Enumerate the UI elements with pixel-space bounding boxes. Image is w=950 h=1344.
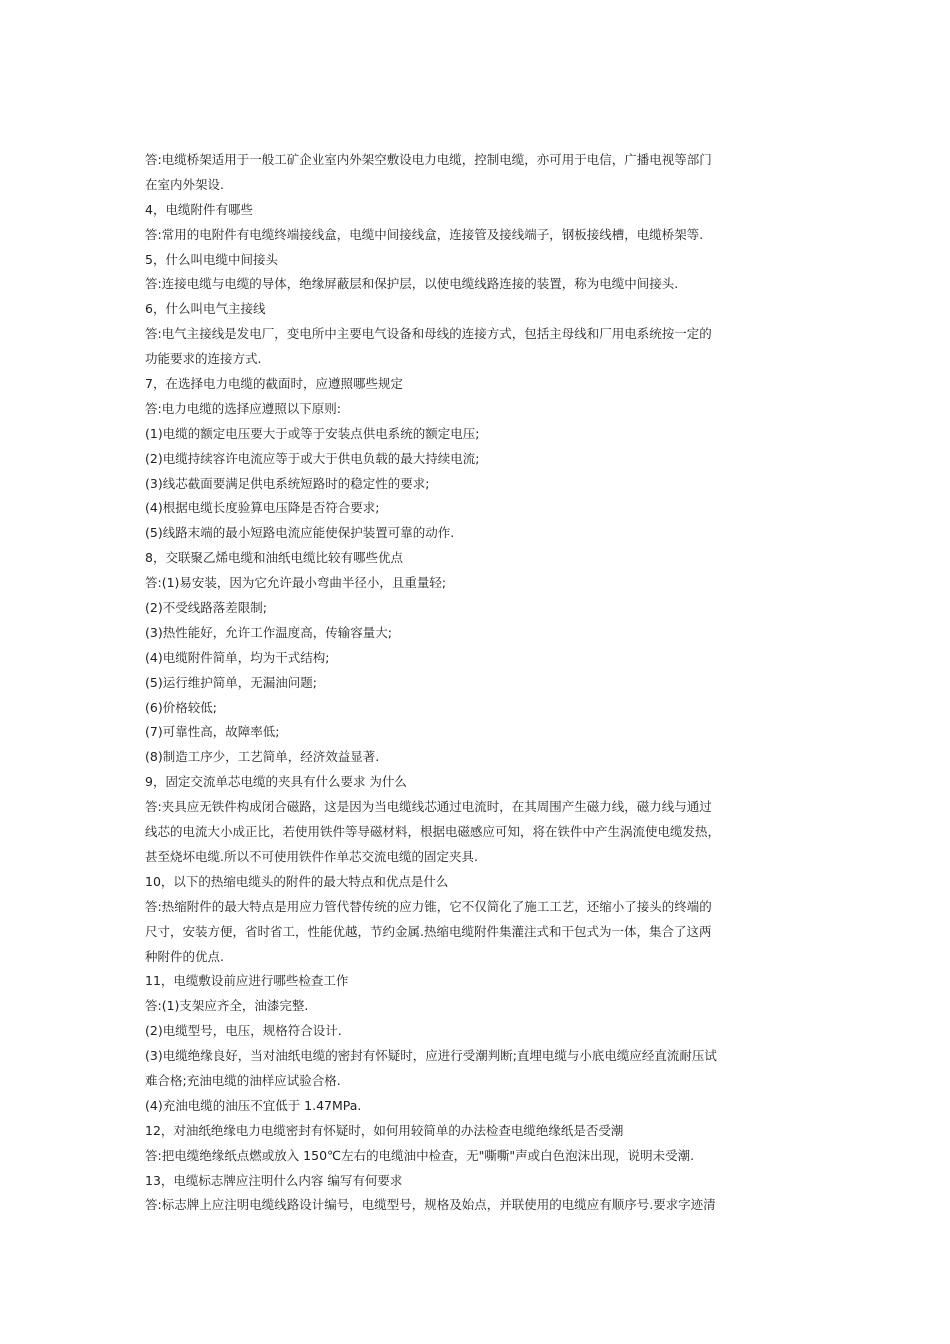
text-line: 线芯的电流大小成正比，若使用铁件等导磁材料，根据电磁感应可知，将在铁件中产生涡流使电缆发热， — [145, 824, 721, 840]
document-body — [145, 148, 805, 1218]
text-line: 答:夹具应无铁件构成闭合磁路，这是因为当电缆线芯通过电流时，在其周围产生磁力线，磁力线与通过 — [145, 799, 712, 815]
list-item: (4)充油电缆的油压不宜低于 1.47MPa. — [145, 1097, 362, 1113]
question-heading: 11，电缆敷设前应进行哪些检查工作 — [145, 973, 349, 989]
text-line: 尺寸，安装方便，省时省工，性能优越，节约金属.热缩电缆附件集灌注式和干包式为一体，集合了这两 — [145, 923, 712, 939]
text-line: 答:标志牌上应注明电缆线路设计编号，电缆型号，规格及始点，并联使用的电缆应有顺序号.要求字迹清 — [145, 1197, 716, 1213]
list-item: (4)根据电缆长度验算电压降是否符合要求; — [145, 500, 380, 516]
list-item: (4)电缆附件简单，均为干式结构; — [145, 649, 330, 665]
list-item: 答:(1)易安装，因为它允许最小弯曲半径小，且重量轻; — [145, 575, 447, 591]
question-heading: 6，什么叫电气主接线 — [145, 301, 266, 317]
question-heading: 9，固定交流单芯电缆的夹具有什么要求 为什么 — [145, 774, 407, 790]
list-item: (3)热性能好，允许工作温度高，传输容量大; — [145, 624, 392, 640]
text-line: 种附件的优点. — [145, 948, 224, 964]
text-line: 答:电气主接线是发电厂，变电所中主要电气设备和母线的连接方式，包括主母线和厂用电系统按一定的 — [145, 326, 712, 342]
list-item: (8)制造工序少，工艺简单，经济效益显著. — [145, 749, 380, 765]
list-item: (2)电缆型号，电压，规格符合设计. — [145, 1023, 342, 1039]
list-item: (6)价格较低; — [145, 699, 217, 715]
text-line: 答:热缩附件的最大特点是用应力管代替传统的应力锥，它不仅简化了施工工艺，还缩小了接头的终端的 — [145, 898, 712, 914]
list-item: 答:(1)支架应齐全，油漆完整. — [145, 998, 309, 1014]
text-line: 在室内外架设. — [145, 176, 224, 192]
question-heading: 10，以下的热缩电缆头的附件的最大特点和优点是什么 — [145, 873, 449, 889]
text-line: 答:连接电缆与电缆的导体，绝缘屏蔽层和保护层，以使电缆线路连接的装置，称为电缆中间接头. — [145, 276, 679, 292]
text-line: 答:常用的电附件有电缆终端接线盒，电缆中间接线盒，连接管及接线端子，钢板接线槽，电缆桥架等. — [145, 226, 704, 242]
list-item: (2)不受线路落差限制; — [145, 600, 267, 616]
question-heading: 7，在选择电力电缆的截面时，应遵照哪些规定 — [145, 376, 403, 392]
question-heading: 5，什么叫电缆中间接头 — [145, 251, 278, 267]
list-item: (5)运行维护简单，无漏油问题; — [145, 674, 317, 690]
list-item: (1)电缆的额定电压要大于或等于安装点供电系统的额定电压; — [145, 425, 480, 441]
list-item: (3)线芯截面要满足供电系统短路时的稳定性的要求; — [145, 475, 430, 491]
question-heading: 4，电缆附件有哪些 — [145, 201, 253, 217]
text-line: 答:把电缆绝缘纸点燃或放入 150℃左右的电缆油中检查，无"嘶嘶"声或白色泡沫出现，说明未受潮. — [145, 1147, 695, 1163]
list-item: (2)电缆持续容许电流应等于或大于供电负载的最大持续电流; — [145, 450, 480, 466]
question-heading: 13，电缆标志牌应注明什么内容 编写有何要求 — [145, 1172, 403, 1188]
list-item: (5)线路末端的最小短路电流应能使保护装置可靠的动作. — [145, 525, 455, 541]
text-line: 功能要求的连接方式. — [145, 351, 262, 367]
list-item: (7)可靠性高，故障率低; — [145, 724, 280, 740]
question-heading: 8，交联聚乙烯电缆和油纸电缆比较有哪些优点 — [145, 550, 403, 566]
text-line: 答:电缆桥架适用于一般工矿企业室内外架空敷设电力电缆，控制电缆，亦可用于电信，广播电视等部门 — [145, 152, 712, 167]
question-heading: 12，对油纸绝缘电力电缆密封有怀疑时，如何用较简单的办法检查电缆绝缘纸是否受潮 — [145, 1122, 624, 1138]
text-line: 难合格;充油电缆的油样应试验合格. — [145, 1072, 341, 1088]
text-line: 甚至烧坏电缆.所以不可使用铁件作单芯交流电缆的固定夹具. — [145, 848, 478, 864]
list-item: (3)电缆绝缘良好，当对油纸电缆的密封有怀疑时，应进行受潮判断;直埋电缆与小底电缆应经直流耐压试 — [145, 1048, 717, 1064]
text-line: 答:电力电缆的选择应遵照以下原则: — [145, 400, 341, 416]
